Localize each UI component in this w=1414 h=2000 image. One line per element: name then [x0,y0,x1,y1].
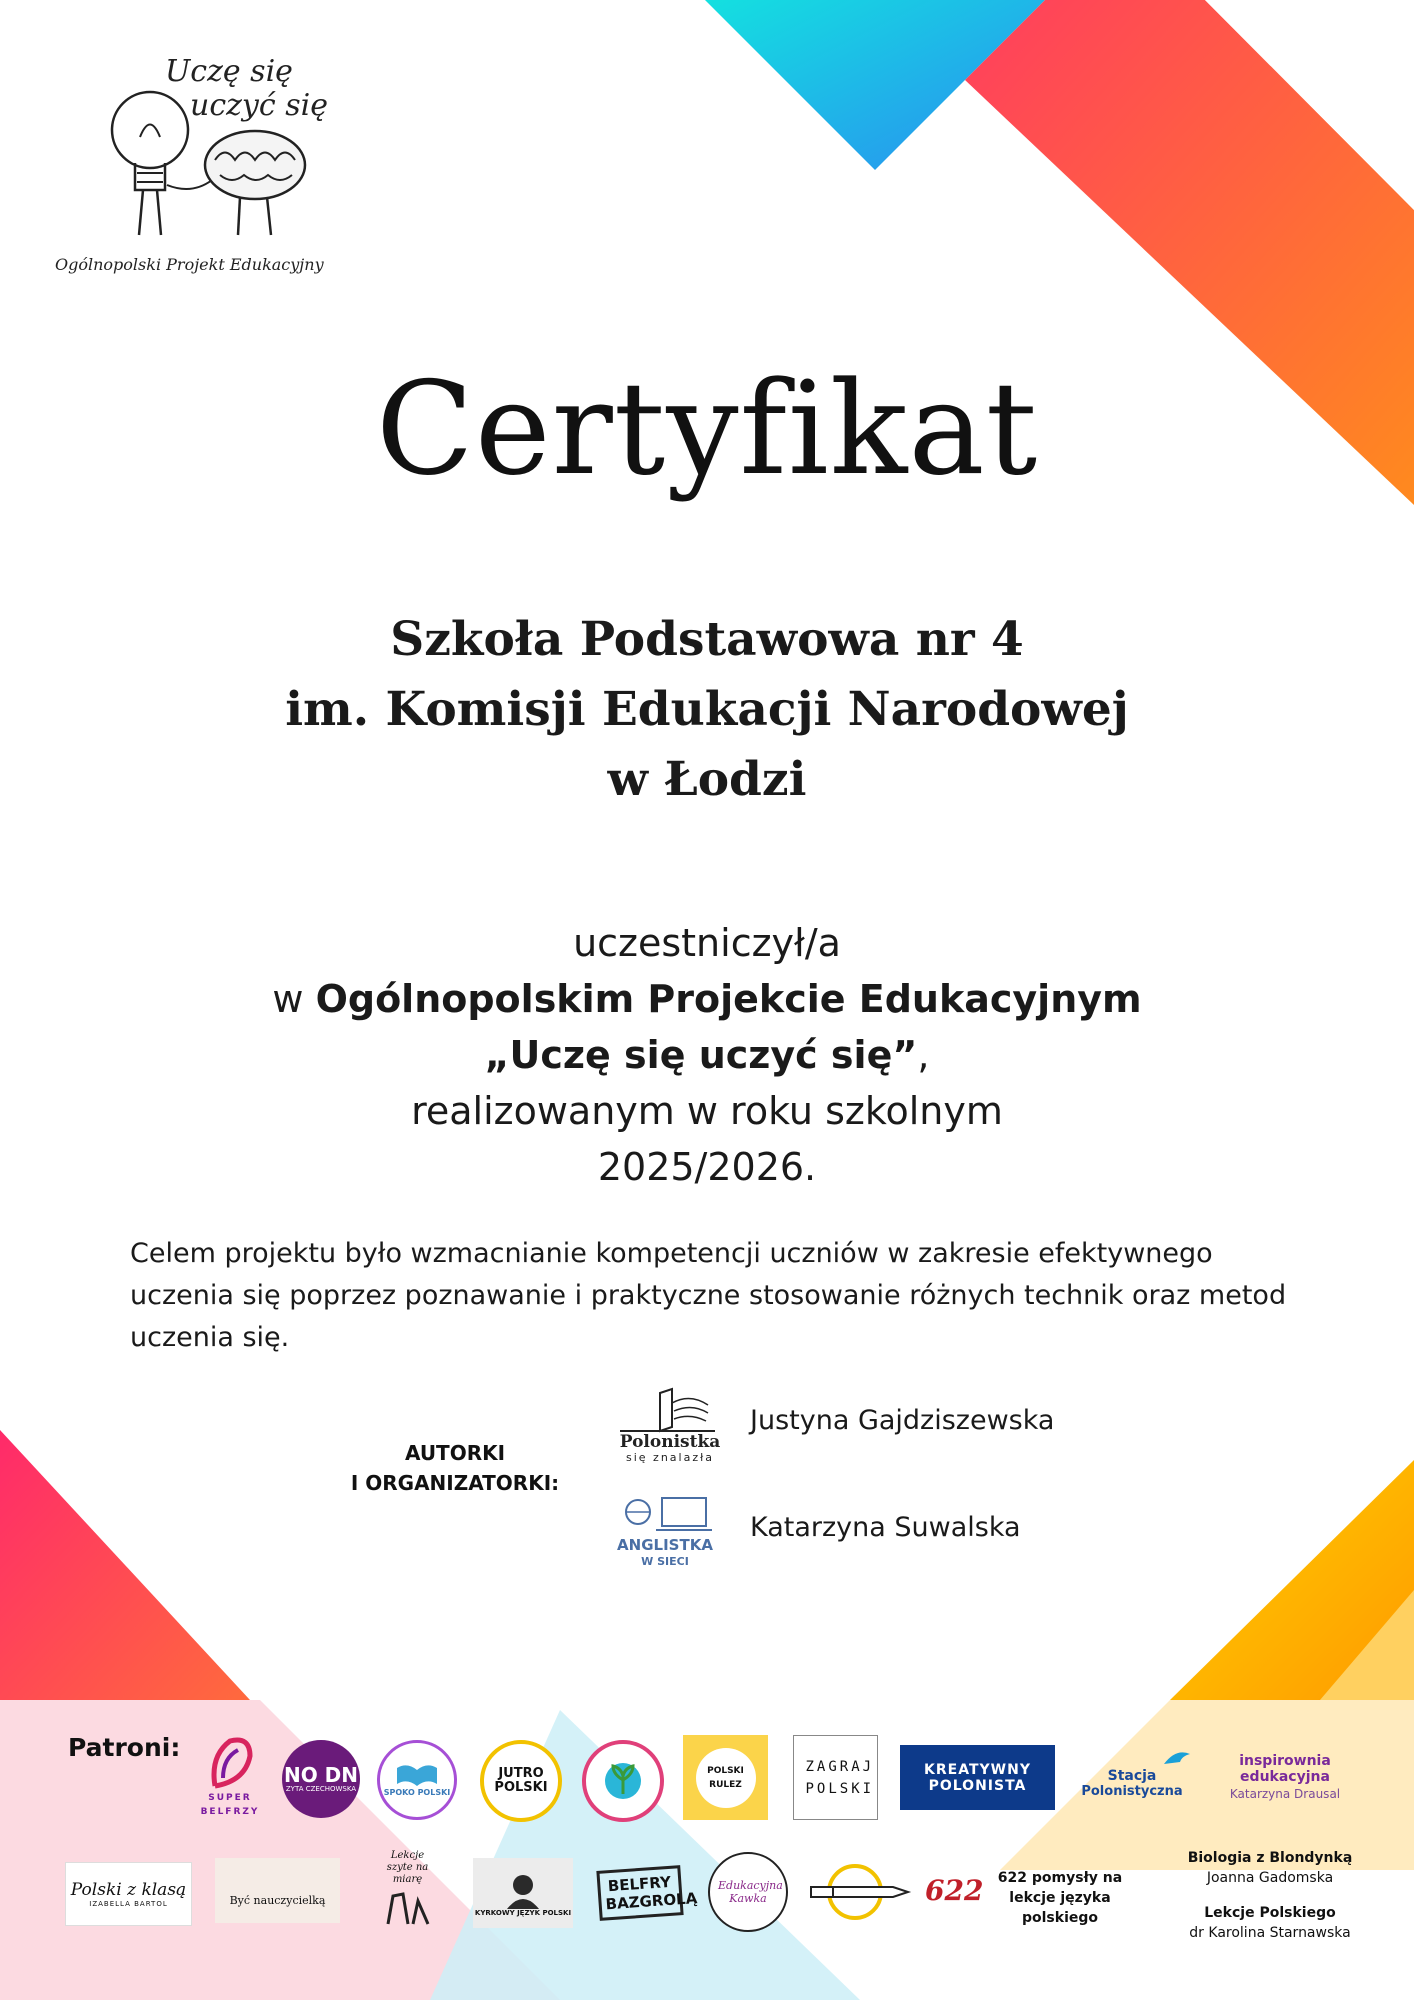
pink-triangle-bottom [0,1430,250,1700]
logo-title-line1: Uczę się [165,54,293,89]
book-icon [610,1385,730,1465]
participation-line-4: realizowanym w roku szkolnym [411,1089,1003,1133]
patron-logo-stacja-polonistyczna [1072,1740,1192,1810]
project-title-comma: , [917,1033,930,1077]
patron-subtext: IZABELLA BARTOL [89,1900,168,1908]
open-book-icon [395,1760,439,1786]
project-name: Ogólnopolskim Projekcie Edukacyjnym [315,977,1142,1021]
patron-text: KYRKOWY JĘZYK POLSKI [474,1909,572,1917]
certificate-title: Certyfikat [375,355,1039,504]
patron-text: Polski z klasą [70,1880,187,1900]
patron-logo-622-icon [925,1870,985,1910]
authors-label-line2: I ORGANIZATORKI: [350,1471,560,1495]
patron-text: SUPER BELFRZY [200,1793,260,1817]
patron-text: JUTRO POLSKI [494,1766,548,1795]
patron-text: ZAGRAJ POLSKI [805,1758,875,1797]
patron-logo-spoko-polski [377,1740,457,1820]
patron-logo-inspiracje [582,1740,664,1822]
patron-logo-kreatywny-polonista [900,1745,1055,1810]
school-line-1: Szkoła Podstawowa nr 4 [390,612,1024,667]
patron-622-text: 622 pomysły na lekcje języka polskiego [997,1870,1123,1926]
logo-title [165,55,328,123]
svg-text:się znalazła: się znalazła [626,1451,714,1464]
participation-line-3 [0,1027,1414,1083]
author-name-1: Justyna Gajdziszewska [750,1405,1055,1436]
biologia-title: Biologia z Blondynką [1187,1850,1353,1866]
patron-logo-zagraj-polski [793,1735,878,1820]
project-title: „Uczę się uczyć się” [484,1033,918,1077]
project-purpose: Celem projektu było wzmacnianie kompetencji uczniów w zakresie efektywnego uczenia się poprzez poznawanie i praktyczne stosowanie różnych technik oraz metod uczenia się. [130,1238,1287,1353]
svg-text:Polonistka: Polonistka [619,1432,721,1452]
patron-text: BELFRY BAZGROLĄ [596,1865,683,1921]
participation-prefix: w [272,977,304,1021]
patron-text: inspirownia edukacyjna [1239,1753,1331,1785]
patron-logo-pencil [800,1852,915,1932]
patron-biologia [1160,1848,1380,1888]
globe-laptop-icon [610,1492,730,1572]
patrons-label: Patroni: [68,1733,181,1762]
author-name-2: Katarzyna Suwalska [750,1512,1021,1543]
logo-subtitle: Ogólnopolski Projekt Edukacyjny [55,255,324,274]
patron-logo-edukacyjna-kawka [708,1852,788,1932]
school-year: 2025/2026. [597,1145,817,1189]
patron-subtext: Polonistyczna [1081,1784,1183,1799]
project-logo [55,45,355,295]
patron-text: Być nauczycielką [229,1894,326,1907]
svg-text:622: 622 [925,1874,984,1907]
patron-logo-polski-rulez [683,1735,768,1820]
anglistka-logo [610,1492,730,1572]
patron-subtext: ZYTA CZECHOWSKA [285,1785,357,1793]
patron-text: KREATYWNY [924,1761,1031,1778]
svg-text:ANGLISTKA: ANGLISTKA [617,1536,713,1554]
patron-logo-lekcje-szyte [365,1848,450,1928]
patron-logo-byc-nauczycielka [215,1858,340,1923]
patron-logo-kyrkowy [473,1858,573,1928]
patron-text: Edukacyjna Kawka [718,1879,783,1905]
patron-text: NO DN [283,1763,359,1787]
patron-logo-polski-z-klasa [65,1862,192,1926]
patron-text: POLSKI RULEZ [707,1765,744,1790]
participation-line-1: uczestniczył/a [573,921,841,965]
patron-subtext: Katarzyna Drausal [1229,1787,1341,1801]
patron-subtext: POLONISTA [928,1777,1027,1794]
patron-logo-jutro-polski [480,1740,562,1822]
plant-icon [600,1758,646,1804]
patron-logo-belfry-bazgrola [597,1855,698,1930]
authors-label-line1: AUTORKI [404,1441,506,1465]
patron-text: Stacja [1107,1768,1157,1784]
portrait-icon [503,1869,543,1909]
school-line-3: w Łodzi [607,752,807,807]
dolphin-icon [1162,1750,1192,1768]
school-line-2: im. Komisji Edukacji Narodowej [285,682,1129,737]
622-icon [925,1870,985,1910]
participation-text [0,915,1414,1195]
patron-logo-nodn [282,1740,360,1818]
patron-text: SPOKO POLSKI [383,1788,451,1797]
svg-text:W SIECI: W SIECI [641,1555,689,1568]
biologia-name: Joanna Gadomska [1206,1870,1334,1886]
patron-logo-super-belfrzy [195,1735,265,1820]
super-belfrzy-icon [205,1736,255,1791]
authors-label [340,1438,570,1498]
patron-text: Lekcje szyte na miarę [386,1850,429,1885]
patron-lekcje-polskiego [1160,1903,1380,1943]
sewing-icon [378,1886,438,1926]
lekcje-name: dr Karolina Starnawska [1189,1925,1351,1941]
logo-title-line2: uczyć się [190,88,328,123]
lekcje-title: Lekcje Polskiego [1204,1905,1336,1921]
polonistka-logo [610,1385,730,1465]
patron-logo-inspirownia [1210,1742,1360,1812]
school-name [0,605,1414,815]
participation-line-2 [0,971,1414,1027]
pencil-icon [803,1857,913,1927]
